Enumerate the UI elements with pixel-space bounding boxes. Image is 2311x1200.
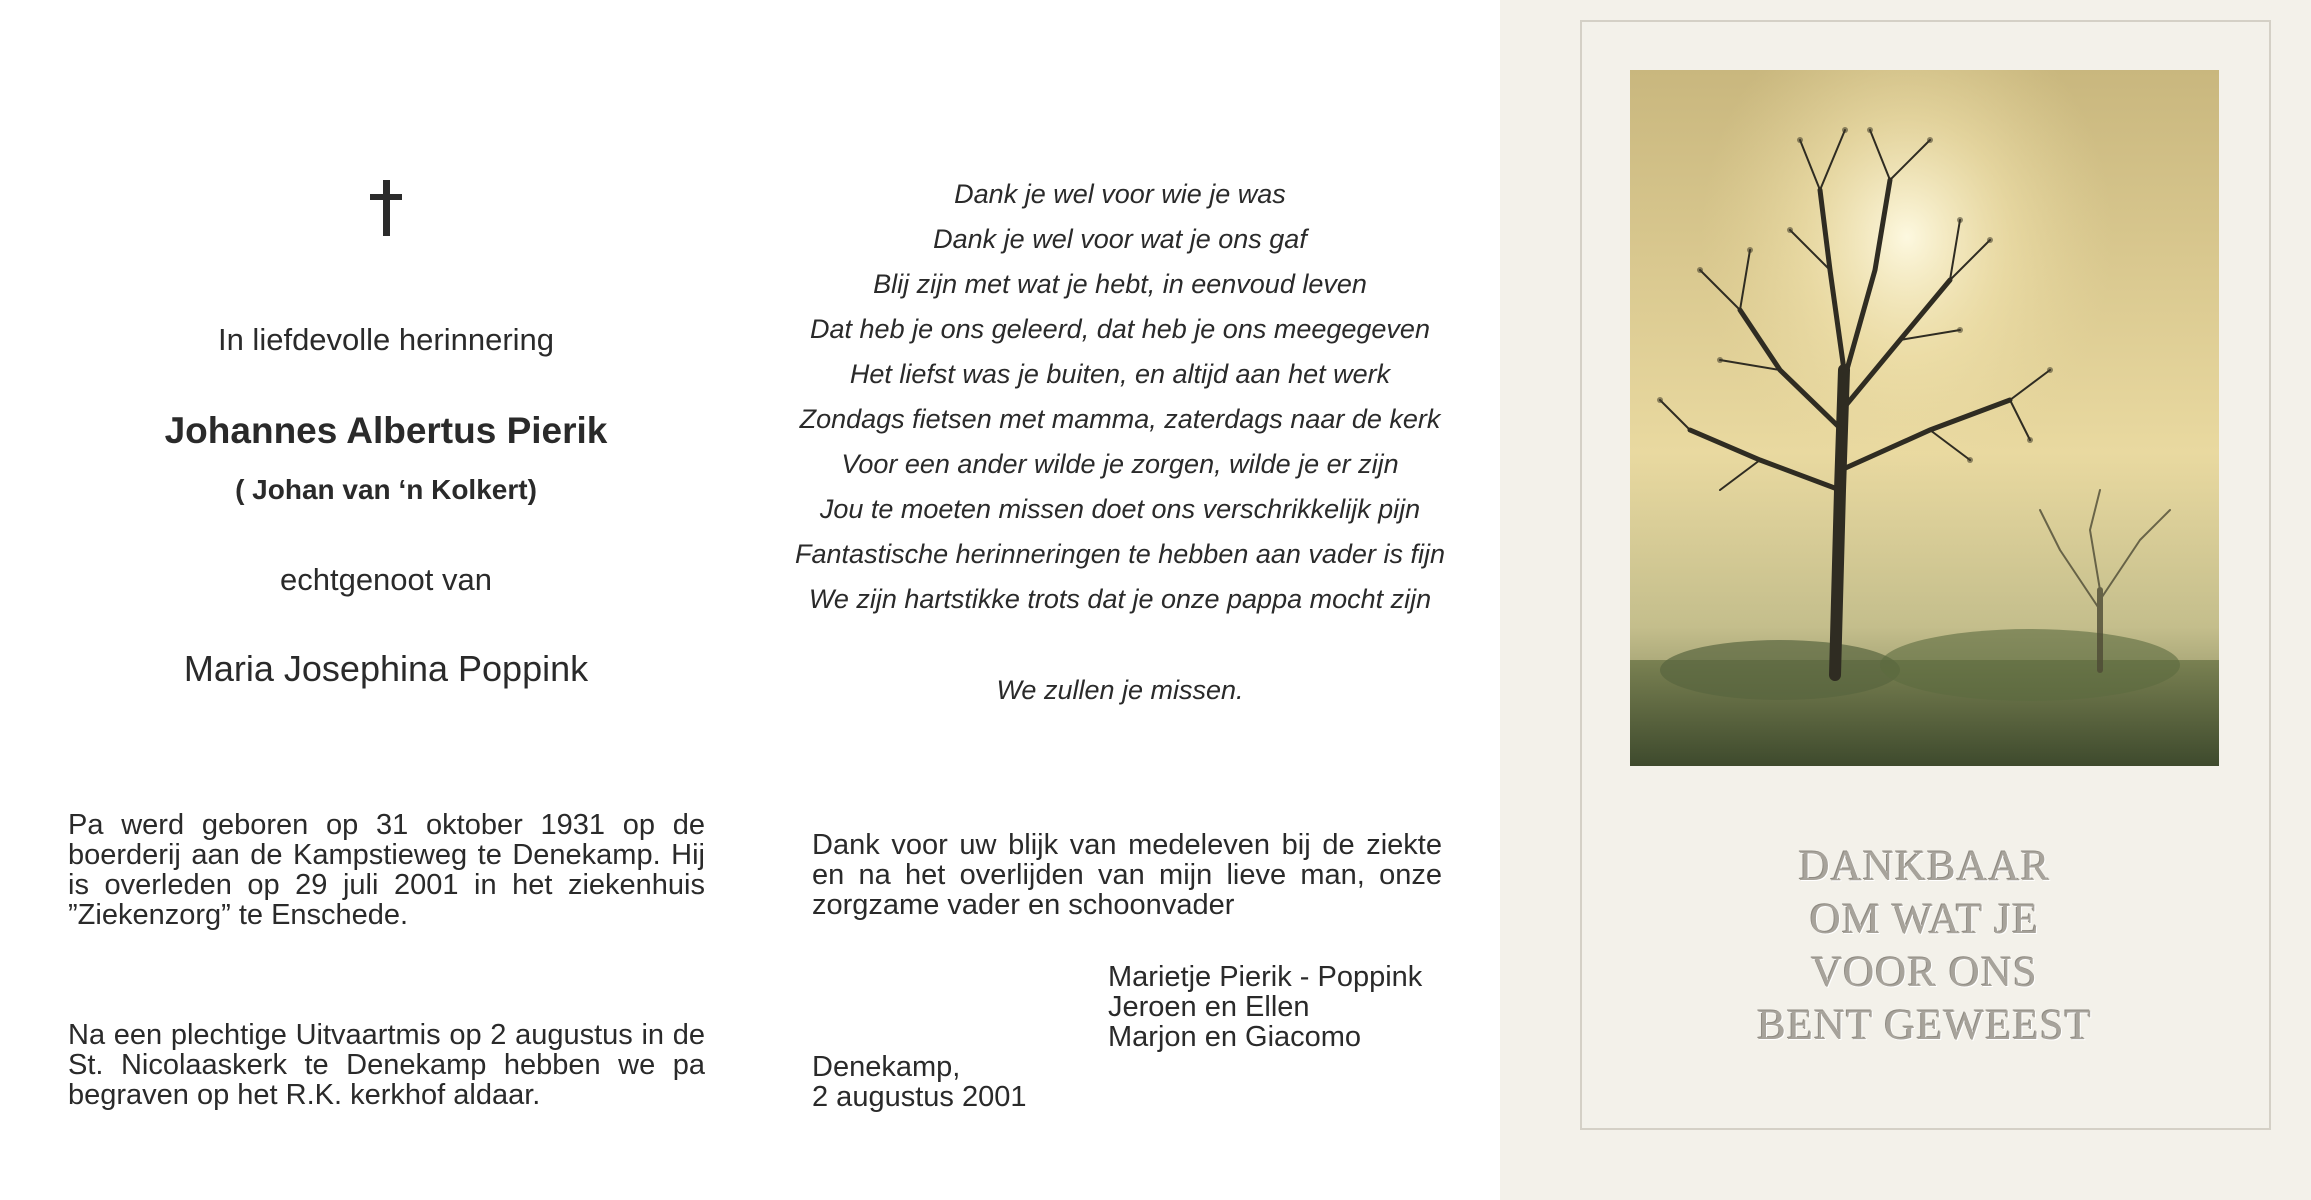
tree-photo-image: [1630, 70, 2219, 766]
poem-line: Dank je wel voor wat je ons gaf: [933, 224, 1307, 254]
poem-line: Blij zijn met wat je hebt, in eenvoud leven: [873, 269, 1367, 299]
place-and-date: [812, 1052, 1026, 1112]
signer-name: Jeroen en Ellen: [1108, 991, 1310, 1023]
poem-line: Het liefst was je buiten, en altijd aan het werk: [849, 359, 1391, 389]
spouse-name: Maria Josephina Poppink: [183, 648, 589, 689]
memorial-card-cover: [1500, 0, 2311, 1200]
poem-line: Zondags fietsen met mamma, zaterdags naar de kerk: [799, 404, 1441, 434]
spouse-label: echtgenoot van: [279, 562, 492, 597]
deceased-name: Johannes Albertus Pierik: [164, 410, 608, 451]
signers-list: [1108, 962, 1422, 1052]
poem: [780, 172, 1460, 622]
poem-line: Fantastische herinneringen te hebben aan vader is fijn: [795, 539, 1445, 569]
cross-icon: [368, 180, 404, 236]
signer-name: Marjon en Giacomo: [1108, 1021, 1362, 1053]
signer-name: Marietje Pierik - Poppink: [1108, 961, 1423, 993]
funeral-paragraph: Na een plechtige Uitvaartmis op 2 augustus in de St. Nicolaaskerk te Denekamp hebben we pa begraven op het R.K. kerkhof aldaar.: [68, 1019, 705, 1111]
date: 2 augustus 2001: [812, 1081, 1027, 1113]
motto-line: OM WAT JE: [1809, 896, 2040, 943]
intro-text: In liefdevolle herinnering: [217, 322, 555, 357]
deceased-nickname: ( Johan van ‘n Kolkert): [235, 474, 537, 505]
motto-line: VOOR ONS: [1811, 949, 2038, 996]
birth-death-paragraph: Pa werd geboren op 31 oktober 1931 op de boerderij aan de Kampstieweg te Denekamp. Hij is overleden op 29 juli 2001 in het ziekenhuis ”Ziekenzorg” te Enschede.: [68, 809, 705, 931]
thanks-paragraph: Dank voor uw blijk van medeleven bij de ziekte en na het overlijden van mijn lieve man, onze zorgzame vader en schoonvader: [812, 829, 1442, 921]
poem-line: Dank je wel voor wie je was: [954, 179, 1286, 209]
poem-line: Jou te moeten missen doet ons verschrikkelijk pijn: [819, 494, 1421, 524]
motto-line: DANKBAAR: [1798, 843, 2051, 890]
poem-line: Dat heb je ons geleerd, dat heb je ons meegegeven: [810, 314, 1430, 344]
motto-line: BENT GEWEEST: [1757, 1002, 2092, 1049]
motto-text: [1630, 840, 2219, 1052]
place: Denekamp,: [812, 1051, 961, 1083]
poem-line: Voor een ander wilde je zorgen, wilde je er zijn: [841, 449, 1399, 479]
poem-line: We zijn hartstikke trots dat je onze pappa mocht zijn: [808, 584, 1432, 614]
poem-closing-line: We zullen je missen.: [996, 675, 1244, 705]
